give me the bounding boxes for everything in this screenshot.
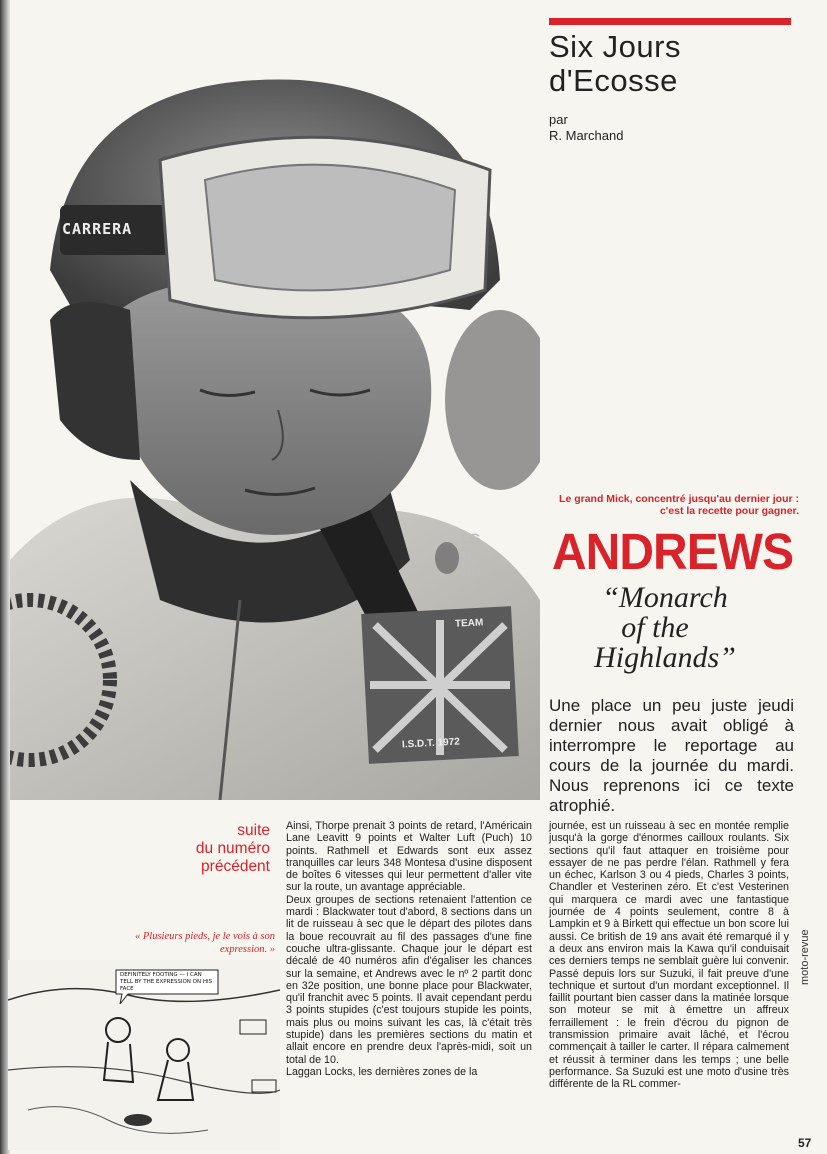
patch-text: TEAM [454, 617, 484, 630]
body-column-2 [549, 820, 789, 1091]
watermark-line-3: HD [461, 564, 482, 580]
rider-portrait-photo [10, 40, 540, 800]
watermark-line-2: JP [461, 547, 479, 563]
body-column-1 [286, 820, 532, 1078]
watermark-line-1: LG [461, 530, 481, 546]
subhead-line-2: of the [621, 611, 689, 644]
cartoon-illustration [8, 960, 280, 1150]
col1-paragraph-1: Ainsi, Thorpe prenait 3 points de retard, l'Américain Lane Leavitt 9 points et Walter Luft (Puch) 10 points. Rathmell et Edwards sont eux assez tranquilles car leurs 348 Montesa d'usine disposent de boîtes 6 vitesses qui leur permettent d'aller vite sur la route, un avantage appréciable. [286, 820, 532, 894]
goggle-strap-brand: CARRERA [62, 220, 133, 238]
byline-author: R. Marchand [549, 128, 624, 143]
subhead-line-3: Highlands” [594, 641, 736, 674]
lede-paragraph: Une place un peu juste jeudi dernier nous avait obligé à interrompre le reportage au cours de la journée du mardi. Nous reprenons ici ce texte atrophié. [549, 696, 794, 815]
headline: ANDREWS [552, 523, 794, 580]
byline-by: par [549, 112, 568, 127]
continued-line-1: suite [237, 822, 270, 839]
col1-paragraph-2: Deux groupes de sections retenaient l'attention ce mardi : Blackwater tout d'abord, 8 sections dans un lit de ruisseau à sec que le départ des pilotes dans la boue recouvrait au fil des passages d'une fine couche ultra-glissante. Chaque jour le départ est décalé de 40 numéros afin d'égaliser les chances sur la semaine, et Andrews avec le nº 2 partit donc en 32e position, une bonne place pour Blackwater, qu'il franchit avec 5 points. Il avait cependant perdu 3 points stupides (c'est toujours stupide les points, mais plus ou moins suivant les cas, là c'était très stupide) dans les premières sections du matin et allait encore en prendre deux l'après-midi, soit un total de 10. [286, 893, 532, 1066]
watermark-logo [433, 530, 493, 600]
rider-portrait-illustration [10, 40, 540, 800]
cartoon-speech-bubble: DEFINITELY FOOTING — I CAN TELL BY THE EXPRESSION ON HIS FACE [120, 972, 213, 992]
title-accent-bar [549, 18, 791, 25]
article-title: Six Jours d'Ecosse [549, 29, 681, 98]
patch-year: I.S.D.T. 1972 [401, 736, 461, 751]
continued-note [150, 822, 270, 876]
subhead-line-1: “Monarch [602, 581, 728, 614]
byline [549, 112, 623, 144]
cartoon-caption: « Plusieurs pieds, je le vois à son expression. » [135, 931, 275, 955]
continued-line-2: du numéro [195, 840, 270, 857]
col1-paragraph-3: Laggan Locks, les dernières zones de la [286, 1065, 478, 1078]
continued-line-3: précédent [201, 858, 270, 875]
watermark-text [461, 530, 481, 581]
subheadline [560, 583, 800, 673]
magazine-name: moto-revue [799, 929, 811, 985]
page-number: 57 [798, 1136, 812, 1150]
photo-caption: Le grand Mick, concentré jusqu'au dernier jour : c'est la recette pour gagner. [559, 493, 799, 517]
col2-paragraph-1: journée, est un ruisseau à sec en montée remplie jusqu'à la gorge d'énormes cailloux roulants. Six sections qu'il faut attaquer en troisième pour essayer de ne pas perdre l'élan. Rathmell y fera un échec, Karlson 3 ou 4 pieds, Charles 3 points, Chandler et Vesterinen zéro. Et c'est Vesterinen qui marquera ce mardi avec une fantastique journée de 4 points seulement, contre 8 à Lampkin et 9 à Birkett qui effectue un bon score lui aussi. Ce british de 19 ans avait été remarqué il y a deux ans environ mais la Kawa qu'il conduisait ces derniers temps ne semblait guère lui convenir. Passé depuis lors sur Suzuki, il fait preuve d'une technique et surtout d'un mordant exceptionnel. Il faillit pourtant bien casser dans la matinée lorsque son moteur se mit à émettre un affreux ferraillement : le frein d'écrou du pignon de transmission primaire avait lâché, et l'écrou commençait à tailler le carter. Il répara calmement et réussit à terminer dans les temps ; une belle performance. Sa Suzuki est une moto d'usine très différente de la RL commer- [549, 820, 789, 1091]
